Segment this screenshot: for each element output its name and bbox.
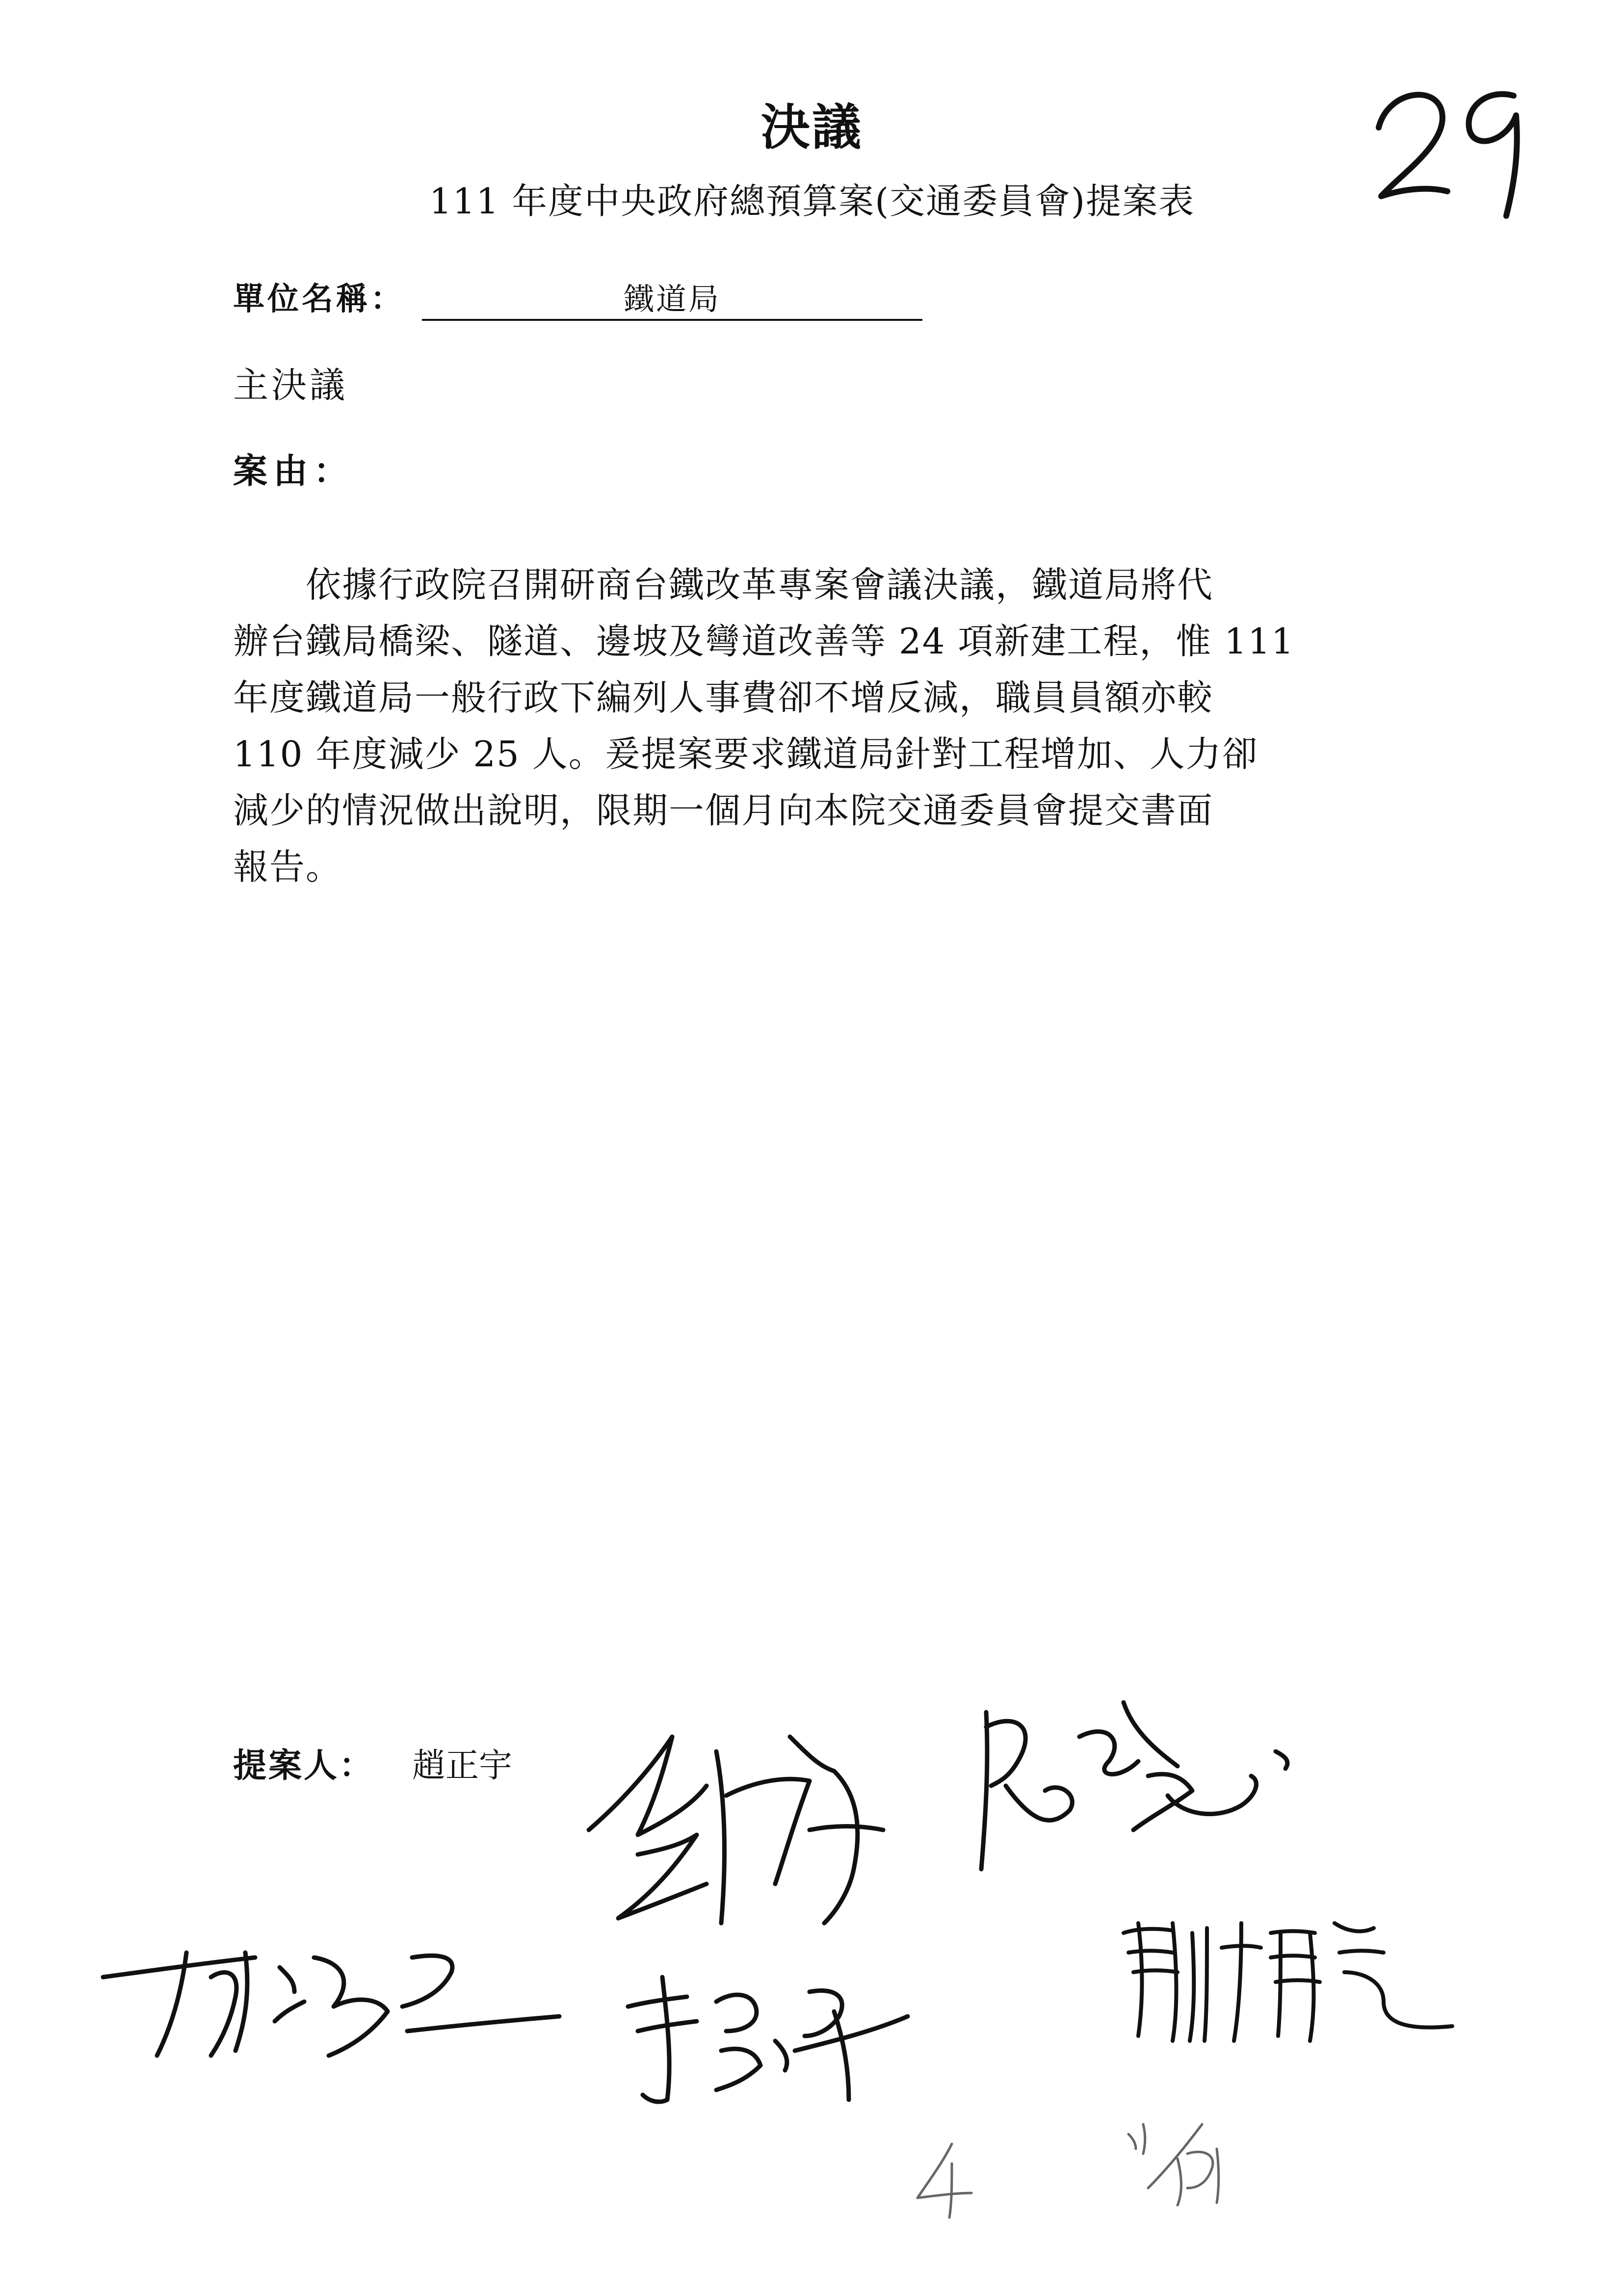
signature-5 <box>1109 1904 1462 2051</box>
proposer-name: 趙正宇 <box>412 1747 513 1785</box>
main-resolution-label: 主決議 <box>233 365 348 406</box>
case-reason-label: 案由： <box>233 451 354 491</box>
case-reason-body <box>233 557 1430 895</box>
signature-2 <box>962 1683 1315 1889</box>
unit-name-value: 鐵道局 <box>623 281 721 317</box>
signature-4 <box>618 1953 913 2114</box>
pencil-mark <box>1119 2114 1231 2208</box>
signature-1 <box>579 1707 898 1943</box>
body-line: 年度鐵道局一般行政下編列人事費卻不增反減，職員員額亦較 <box>233 677 1214 718</box>
body-line: 依據行政院召開研商台鐵改革專案會議決議，鐵道局將代 <box>233 564 1214 605</box>
pencil-note-number <box>903 2134 981 2222</box>
signature-3 <box>98 1923 569 2070</box>
body-line: 減少的情況做出說明，限期一個月向本院交通委員會提交書面 <box>233 790 1214 831</box>
proposer-label: 提案人： <box>233 1747 375 1785</box>
unit-name-label: 單位名稱： <box>233 281 405 317</box>
document-heading: 決議 <box>761 99 863 156</box>
body-line: 報告。 <box>233 846 342 887</box>
body-line: 110 年度減少 25 人。爰提案要求鐵道局針對工程增加、人力卻 <box>233 733 1258 775</box>
body-line: 辦台鐵局橋梁、隧道、邊坡及彎道改善等 24 項新建工程，惟 111 <box>233 621 1295 662</box>
document-title: 111 年度中央政府總預算案(交通委員會)提案表 <box>429 181 1195 222</box>
